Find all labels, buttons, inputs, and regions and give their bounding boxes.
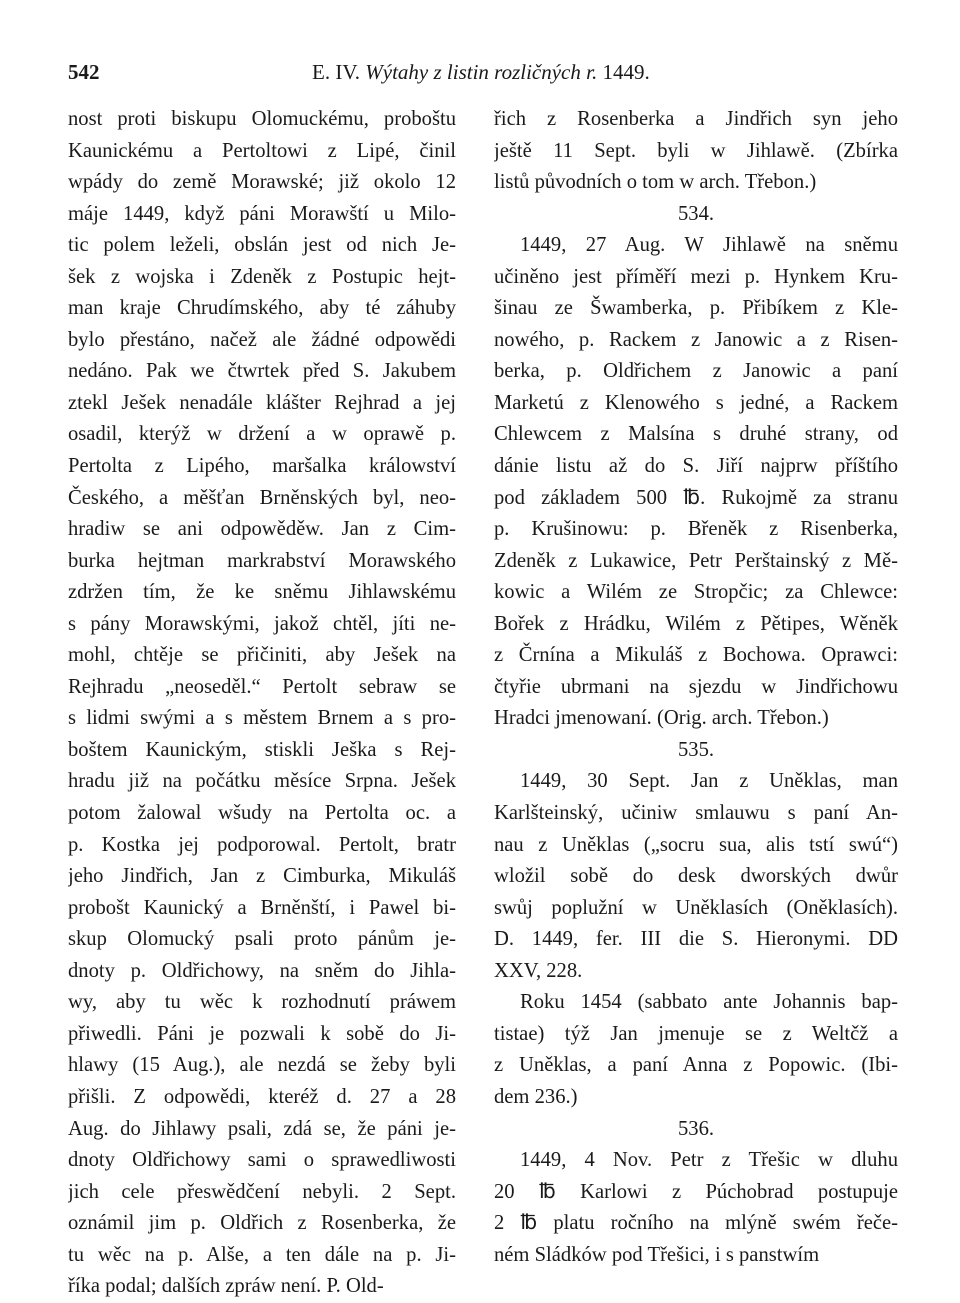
- text-line: s pány Morawskými, jakož chtěl, jíti ne-: [68, 612, 456, 635]
- text-line: mohl, chtěje se přičiniti, aby Ješek na: [68, 644, 456, 667]
- text-line: ném Sládków pod Třešici, i s panstwím: [494, 1243, 820, 1266]
- text-line: jich cele přeswědčení nebyli. 2 Sept.: [68, 1180, 456, 1203]
- text-line: D. 1449, fer. III die S. Hieronymi. DD: [494, 928, 898, 951]
- text-line: berka, p. Oldřichem z Janowic a paní: [494, 360, 898, 383]
- text-line: Karlšteinský, učiniw smlauwu s paní An-: [494, 802, 898, 825]
- text-line: probošt Kaunický a Brněnští, i Pawel bi-: [68, 896, 456, 919]
- text-line: wpády do země Morawské; již okolo 12: [68, 171, 456, 194]
- text-line: burka hejtman markrabství Morawského: [68, 549, 456, 572]
- text-line: swůj poplužní w Uněklasích (Oněklasích).: [494, 896, 898, 919]
- text-line: p. Kostka jej podporowal. Pertolt, bratr: [68, 833, 456, 856]
- text-line: tistae) týž Jan jmenuje se z Weltčž a: [494, 1022, 898, 1045]
- text-line: Marketú z Klenowého s jedné, a Rackem: [494, 391, 898, 414]
- text-line: máje 1449, když páni Morawští u Milo-: [68, 202, 456, 225]
- text-line: 1449, 30 Sept. Jan z Uněklas, man: [520, 770, 898, 793]
- section-label: E. IV.: [312, 60, 361, 84]
- text-line: oznámil jim p. Oldřich z Rosenberka, že: [68, 1212, 456, 1235]
- text-line: tu wěc na p. Alše, a ten dále na p. Ji-: [68, 1243, 456, 1266]
- text-line: wložil sobě do desk dworských dwůr: [494, 865, 898, 888]
- text-line: skup Olomucký psali proto pánům je-: [68, 928, 456, 951]
- text-line: dem 236.): [494, 1085, 578, 1108]
- section-title: Wýtahy z listin rozličných r.: [365, 60, 598, 84]
- entry-number-heading: 536.: [677, 1117, 715, 1140]
- text-line: ještě 11 Sept. byli w Jihlawě. (Zbírka: [494, 139, 898, 162]
- text-line: hradiw se ani odpowěděw. Jan z Cim-: [68, 518, 456, 541]
- text-line: 20 ℔ Karlowi z Púchobrad postupuje: [494, 1180, 898, 1203]
- text-line: p. Krušinowu: p. Břeněk z Risenberka,: [494, 518, 898, 541]
- text-line: listů původních o tom w arch. Třebon.): [494, 171, 817, 194]
- text-line: nost proti biskupu Olomuckému, proboštu: [68, 108, 456, 130]
- text-line: učiněno jest příměří mezi p. Hynkem Kru-: [494, 265, 898, 288]
- text-line: potom žalowal wšudy na Pertolta oc. a: [68, 802, 456, 825]
- running-header: [68, 60, 898, 90]
- text-line: nedáno. Pak we čtwrtek před S. Jakubem: [68, 360, 456, 383]
- text-line: z Črnína a Mikuláš z Bochowa. Oprawci:: [494, 644, 898, 667]
- text-line: Českého, a měšťan Brněnských byl, neo-: [68, 486, 456, 509]
- text-line: dnoty Oldřichowy sami o sprawedliwosti: [68, 1149, 456, 1172]
- text-line: přišli. Z odpowědi, kteréž d. 27 a 28: [68, 1085, 456, 1108]
- text-line: dnoty p. Oldřichowy, na sněm do Jihla-: [68, 959, 456, 982]
- text-line: Zdeněk z Lukawice, Petr Perštainský z Mě-: [494, 549, 898, 572]
- text-line: Chlewcem z Malsína s druhé strany, od: [494, 423, 898, 446]
- text-line: nau z Uněklas („socru sua, alis tstí swú“): [494, 833, 898, 856]
- text-line: dánie listu až do S. Jiří najprw příštího: [494, 455, 898, 478]
- text-line: kowic a Wilém ze Stropčic; za Chlewce:: [494, 581, 898, 604]
- text-line: čtyřie ubrmani na sjezdu w Jindřichowu: [494, 675, 898, 698]
- text-line: Pertolta z Lipého, maršalka králowství: [68, 455, 456, 478]
- text-line: XXV, 228.: [494, 959, 583, 982]
- right-column: [494, 104, 898, 1271]
- text-line: Kaunickému a Pertoltowi z Lipé, činil: [68, 139, 456, 162]
- text-line: jeho Jindřich, Jan z Cimburka, Mikuláš: [68, 865, 456, 888]
- text-line: ztekl Ješek nenadále klášter Rejhrad a jej: [68, 391, 456, 414]
- text-line: 2 ℔ platu ročního na mlýně swém řeče-: [494, 1212, 898, 1235]
- text-line: 1449, 27 Aug. W Jihlawě na sněmu: [520, 234, 898, 257]
- text-line: nowého, p. Rackem z Janowic a z Risen-: [494, 328, 898, 351]
- text-line: osadil, kterýž w držení a w oprawě p.: [68, 423, 456, 446]
- left-column: [68, 104, 456, 1303]
- title-year: 1449.: [602, 60, 650, 84]
- page-number: 542: [68, 60, 100, 84]
- text-line: Hradci jmenowaní. (Orig. arch. Třebon.): [494, 707, 829, 730]
- text-line: 1449, 4 Nov. Petr z Třešic w dluhu: [520, 1149, 898, 1172]
- text-line: boštem Kaunickým, stiskli Ješka s Rej-: [68, 738, 456, 761]
- text-line: bylo přestáno, načež ale žádné odpowědi: [68, 328, 456, 351]
- text-line: přiwedli. Páni je pozwali k sobě do Ji-: [68, 1022, 456, 1045]
- text-line: tic polem leželi, obslán jest od nich Je-: [68, 234, 456, 257]
- running-title: [312, 60, 650, 85]
- text-line: zdržen tím, že ke sněmu Jihlawskému: [68, 581, 456, 604]
- text-line: wy, aby tu wěc k rozhodnutí práwem: [68, 991, 456, 1014]
- text-line: pod základem 500 ℔. Rukojmě za stranu: [494, 486, 898, 509]
- text-line: Roku 1454 (sabbato ante Johannis bap-: [520, 991, 898, 1014]
- entry-number-heading: 534.: [677, 202, 715, 225]
- text-line: hlawy (15 Aug.), ale nezdá se žeby byli: [68, 1054, 456, 1077]
- text-line: říka podal; dalších zpráw není. P. Old-: [68, 1275, 384, 1298]
- text-line: šek z wojska i Zdeněk z Postupic hejt-: [68, 265, 456, 288]
- text-line: řich z Rosenberka a Jindřich syn jeho: [494, 108, 898, 130]
- text-line: man kraje Chrudímského, aby té záhuby: [68, 297, 456, 320]
- text-line: šinau ze Šwamberka, p. Přibíkem z Kle-: [494, 297, 898, 320]
- text-line: Rejhradu „neoseděl.“ Pertolt sebraw se: [68, 675, 456, 698]
- text-line: Aug. do Jihlawy psali, zdá se, že páni je-: [68, 1117, 456, 1140]
- text-line: z Uněklas, a paní Anna z Popowic. (Ibi-: [494, 1054, 898, 1077]
- text-line: Bořek z Hrádku, Wilém z Pětipes, Wěněk: [494, 612, 898, 635]
- entry-number-heading: 535.: [677, 738, 715, 761]
- text-line: hradu již na počátku měsíce Srpna. Ješek: [68, 770, 456, 793]
- text-line: s lidmi swými a s městem Brnem a s pro-: [68, 707, 456, 730]
